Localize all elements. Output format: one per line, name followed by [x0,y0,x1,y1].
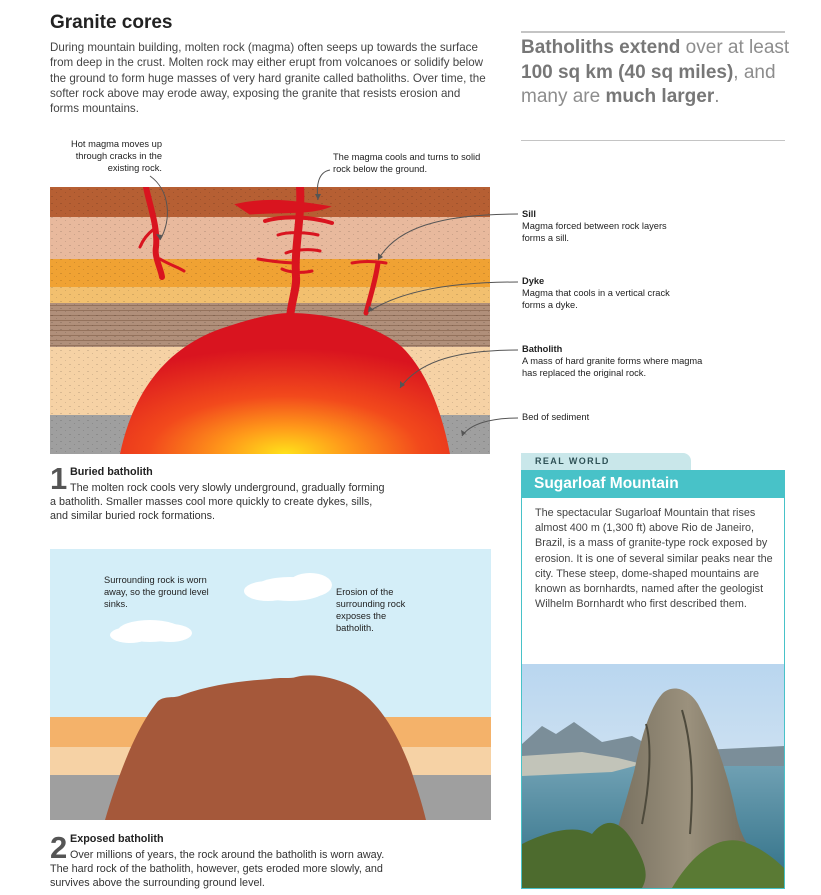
annotation-magma-cools: The magma cools and turns to solid rock below the ground. [333,152,481,174]
caption-1-number: 1 [50,461,68,496]
caption-1-text: The molten rock cools very slowly underground, gradually forming a batholith. Smaller masses cool more quickly to create dykes, sills, and similar buried rock formations. [50,482,385,522]
batholith-text: A mass of hard granite forms where magma has replaced the original rock. [522,356,703,378]
annotation-erosion: Erosion of the surrounding rock exposes the batholith. [336,587,406,633]
dyke-text: Magma that cools in a vertical crack forms a dyke. [522,288,670,310]
label-sill [522,208,682,244]
fact-bold-1: Batholiths extend [521,37,681,58]
real-world-tab-label: REAL WORLD [535,456,610,466]
fact-top-rule [521,31,785,33]
sugarloaf-photo [522,664,784,888]
caption-2-title-text: Exposed batholith [70,833,164,845]
fact-text-1: over at least [680,37,790,58]
caption-2-text: Over millions of years, the rock around the batholith is worn away. The hard rock of the batholith, however, gets eroded more slowly, and survives above the surrounding ground level. [50,849,385,889]
fact-callout [521,36,791,110]
real-world-heading: Sugarloaf Mountain [534,475,679,492]
real-world-heading-bar [521,470,785,498]
fact-text-3: . [714,86,720,107]
page-title: Granite cores [50,12,173,33]
label-dyke [522,275,672,311]
fact-text-2: , and many are [521,61,776,107]
intro-paragraph: During mountain building, molten rock (magma) often seeps up towards the surface from deep in the crust. Molten rock may either erupt from volcanoes or solidify below the ground to form huge masses of very hard granite called batholiths. Over time, the softer rock above may erode away, exposing the granite that resists erosion and forms mountains. [50,41,486,116]
caption-1-title [70,465,153,479]
real-world-text: The spectacular Sugarloaf Mountain that rises almost 400 m (1,300 ft) above Rio de Janeiro, Brazil, is a mass of granite-type rock exposed by erosion. It is one of several similar peaks near the city. These steep, dome-shaped mountains are known as bornhardts, named after the geologist Wilhelm Bornhardt who first described them. [535,507,773,611]
annotation-surrounding-rock: Surrounding rock is worn away, so the ground level sinks. [104,575,209,609]
dyke-title: Dyke [522,276,545,286]
fact-bottom-rule [521,140,785,141]
fact-bold-3: much larger [605,86,715,107]
caption-1-title-text: Buried batholith [70,466,153,478]
label-batholith [522,343,712,379]
annotation-hot-magma: Hot magma moves up through cracks in the existing rock. [71,139,162,173]
caption-2-number: 2 [50,830,68,865]
label-bed-of-sediment: Bed of sediment [522,412,590,422]
real-world-tab [521,453,691,470]
sill-text: Magma forced between rock layers forms a sill. [522,221,667,243]
batholith-title: Batholith [522,344,563,354]
fact-bold-2: 100 sq km (40 sq miles) [521,61,734,83]
caption-2-title [70,832,164,846]
sill-title: Sill [522,209,536,219]
buried-batholith-diagram [50,187,490,454]
